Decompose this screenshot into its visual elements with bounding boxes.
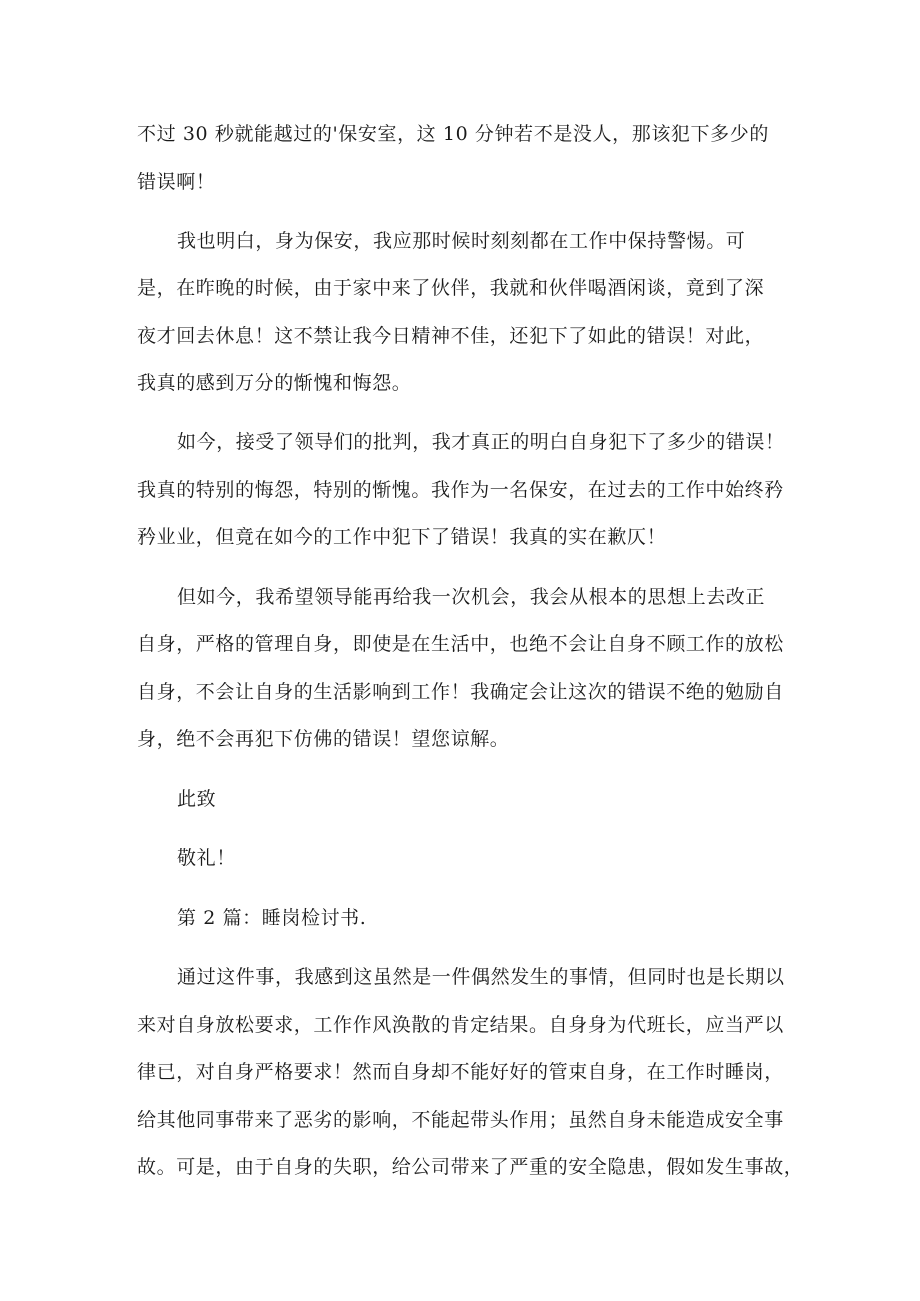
text-line: 矜业业，但竟在如今的工作中犯下了错误！我真的实在歉仄！	[137, 526, 667, 548]
closing-salutation: 此致	[177, 788, 217, 810]
text-line: 如今，接受了领导们的批判，我才真正的明白自身犯下了多少的错误！	[177, 431, 785, 453]
text-line: 故。可是，由于自身的失职，给公司带来了严重的安全隐患，假如发生事故，	[137, 1156, 804, 1178]
text-line: 通过这件事，我感到这虽然是一件偶然发生的事情，但同时也是长期以	[177, 966, 785, 988]
text-line: 律已，对自身严格要求！然而自身却不能好好的管束自身，在工作时睡岗，	[137, 1061, 784, 1083]
text-line: 是，在昨晚的时候，由于家中来了伙伴，我就和伙伴喝酒闲谈，竟到了深	[137, 277, 765, 299]
text-line: 错误啊！	[137, 171, 216, 193]
text-line: 给其他同事带来了恶劣的影响，不能起带头作用；虽然自身未能造成安全事	[137, 1109, 784, 1131]
text-line: 我也明白，身为保安，我应那时候时刻刻都在工作中保持警惕。可	[177, 230, 746, 252]
text-line: 我真的特别的悔怨，特别的惭愧。我作为一名保安，在过去的工作中始终矜	[137, 479, 784, 501]
text-line: 自身，不会让自身的生活影响到工作！我确定会让这次的错误不绝的勉励自	[137, 681, 784, 703]
text-line: 自身，严格的管理自身，即使是在生活中，也绝不会让自身不顾工作的放松	[137, 633, 784, 655]
text-line: 但如今，我希望领导能再给我一次机会，我会从根本的思想上去改正	[177, 586, 766, 608]
text-line: 不过 30 秒就能越过的'保安室，这 10 分钟若不是没人，那该犯下多少的	[137, 123, 769, 145]
text-line: 来对自身放松要求，工作作风涣散的肯定结果。自身身为代班长，应当严以	[137, 1014, 784, 1036]
text-line: 身，绝不会再犯下仿佛的错误！望您谅解。	[137, 728, 510, 750]
text-line: 夜才回去休息！这不禁让我今日精神不佳，还犯下了如此的错误！对此，	[137, 325, 765, 347]
text-line: 我真的感到万分的惭愧和悔怨。	[137, 372, 412, 394]
section-heading: 第 2 篇：睡岗检讨书.	[177, 907, 367, 929]
closing-regards: 敬礼！	[177, 847, 236, 869]
